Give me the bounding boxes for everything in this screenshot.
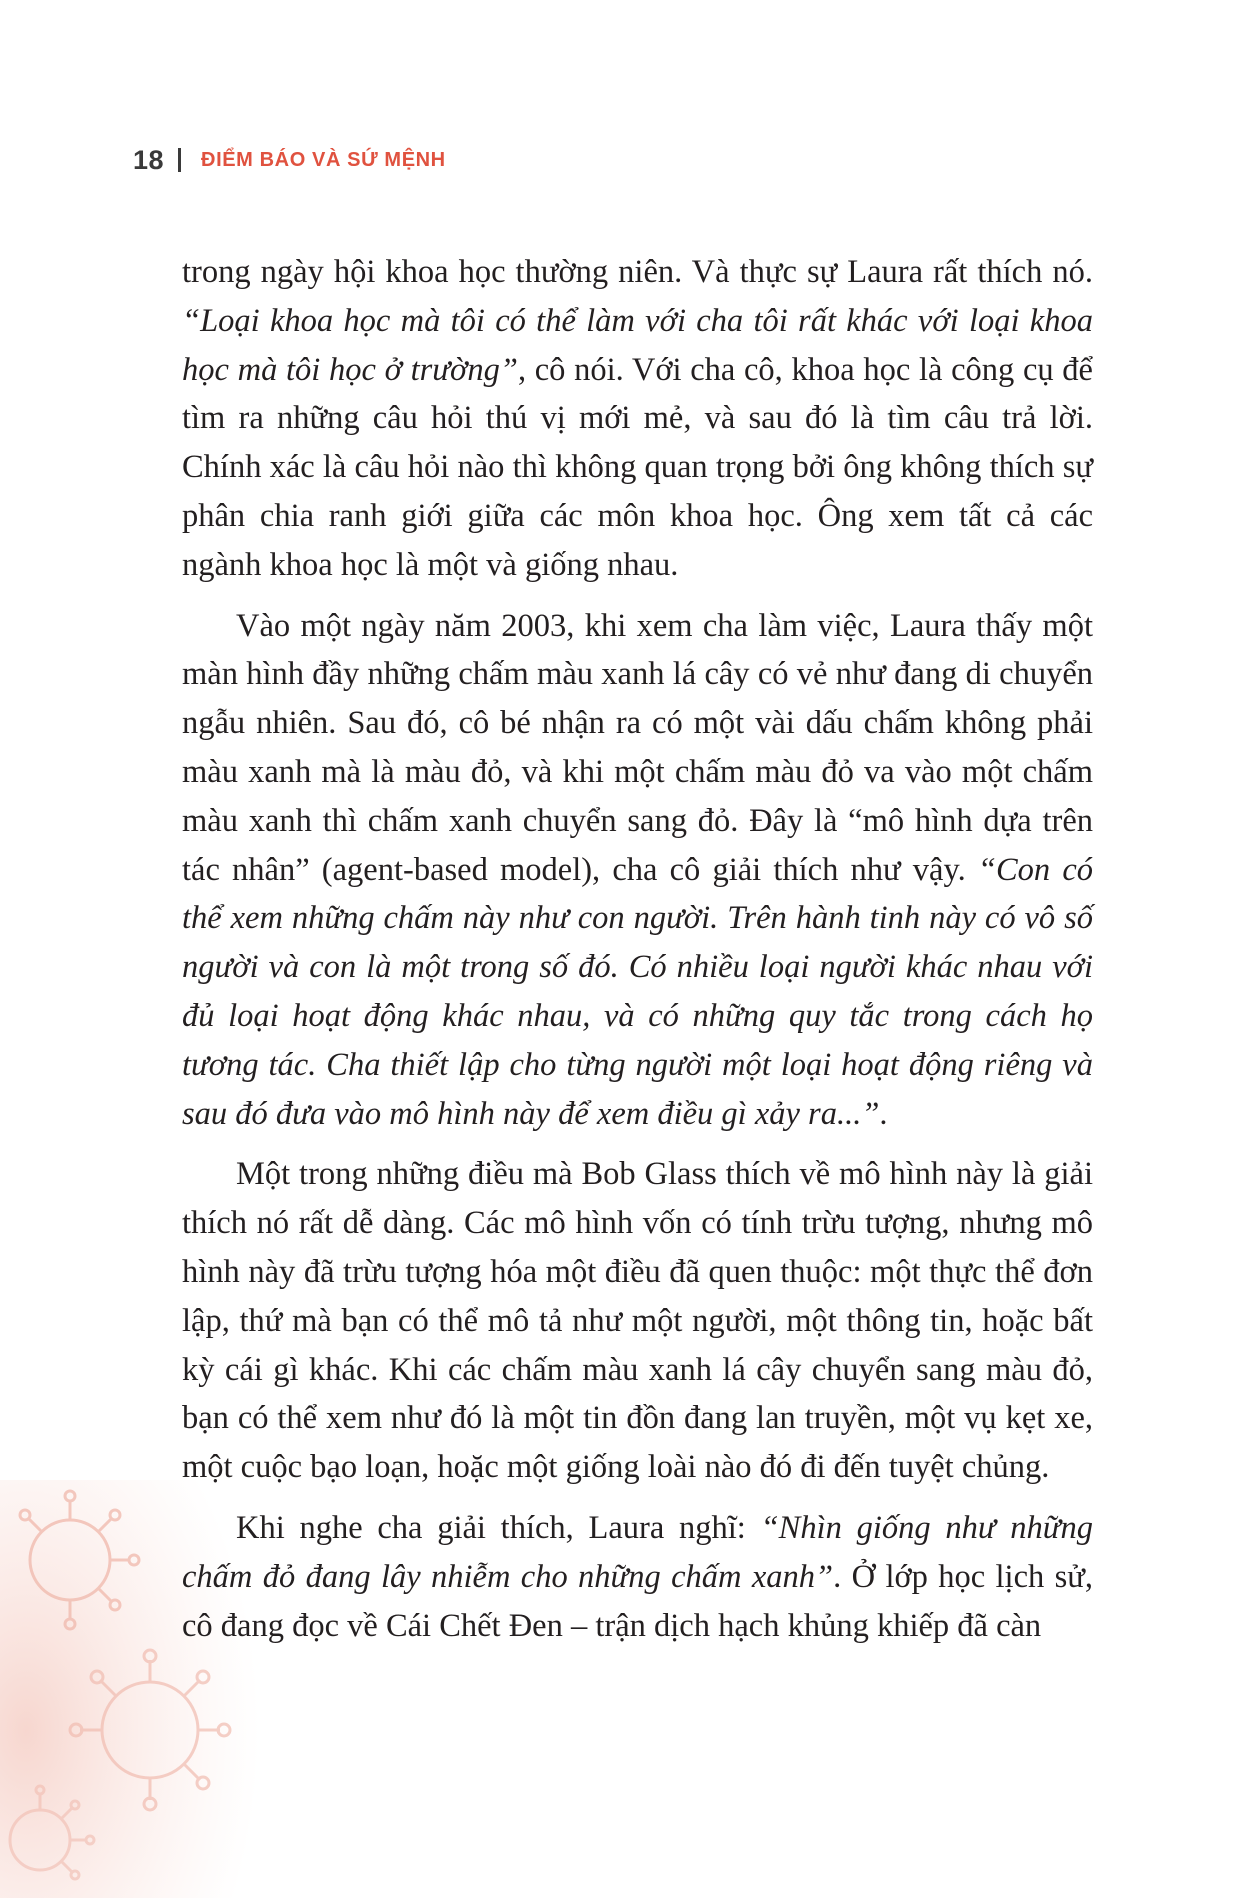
body-text xyxy=(182,248,1093,1650)
italic-quote: “Nhìn giống như những chấm đỏ đang lây nhiễm cho những chấm xanh” xyxy=(182,1509,1094,1595)
header-divider xyxy=(178,148,181,172)
paragraph xyxy=(182,1150,1093,1492)
text-run: . xyxy=(879,1095,888,1132)
text-run: trong ngày hội khoa học thường niên. Và thực sự Laura rất thích nó. xyxy=(182,254,1093,290)
page-number: 18 xyxy=(133,144,165,175)
paragraph xyxy=(182,248,1093,590)
text-run: Khi nghe cha giải thích, Laura nghĩ: xyxy=(236,1509,761,1546)
italic-quote: “Loại khoa học mà tôi có thể làm với cha tôi rất khác với loại khoa học mà tôi học ở trường” xyxy=(182,302,1093,388)
text-run: Vào một ngày năm 2003, khi xem cha làm việc, Laura thấy một màn hình đầy những chấm màu xanh lá cây có vẻ như đang di chuyển ngẫu nhiên. Sau đó, cô bé nhận ra có một vài dấu chấm không phải màu xanh mà là màu đỏ, và khi một chấm màu đỏ va vào một chấm màu xanh thì chấm xanh chuyển sang đỏ. Đây là “mô hình dựa trên tác nhân” (agent-based model), cha cô giải thích như vậy. xyxy=(182,607,1093,888)
chapter-title: ĐIỂM BÁO VÀ SỨ MỆNH xyxy=(201,148,446,171)
paragraph xyxy=(182,602,1093,1139)
text-run: , cô nói. Với cha cô, khoa học là công cụ để tìm ra những câu hỏi thú vị mới mẻ, và sau đó là tìm câu trả lời. Chính xác là câu hỏi nào thì không quan trọng bởi ông không thích sự phân chia ranh giới giữa các môn khoa học. Ông xem tất cả các ngành khoa học là một và giống nhau. xyxy=(182,351,1093,583)
running-header xyxy=(133,144,446,176)
paragraph xyxy=(182,1504,1093,1650)
italic-quote: “Con có thể xem những chấm này như con người. Trên hành tinh này có vô số người và con là một trong số đó. Có nhiều loại người khác nhau với đủ loại hoạt động khác nhau, và có những quy tắc trong cách họ tương tác. Cha thiết lập cho từng người một loại hoạt động riêng và sau đó đưa vào mô hình này để xem điều gì xảy ra...” xyxy=(182,851,1093,1132)
text-run: Một trong những điều mà Bob Glass thích về mô hình này là giải thích nó rất dễ dàng. Các mô hình vốn có tính trừu tượng, nhưng mô hình này đã trừu tượng hóa một điều đã quen thuộc: một thực thể đơn lập, thứ mà bạn có thể mô tả như một người, một thông tin, hoặc bất kỳ cái gì khác. Khi các chấm màu xanh lá cây chuyển sang màu đỏ, bạn có thể xem như đó là một tin đồn đang lan truyền, một vụ kẹt xe, một cuộc bạo loạn, hoặc một giống loài nào đó đi đến tuyệt chủng. xyxy=(182,1156,1093,1486)
text-run: . Ở lớp học lịch sử, cô đang đọc về Cái Chết Đen – trận dịch hạch khủng khiếp đã càn xyxy=(182,1558,1094,1644)
